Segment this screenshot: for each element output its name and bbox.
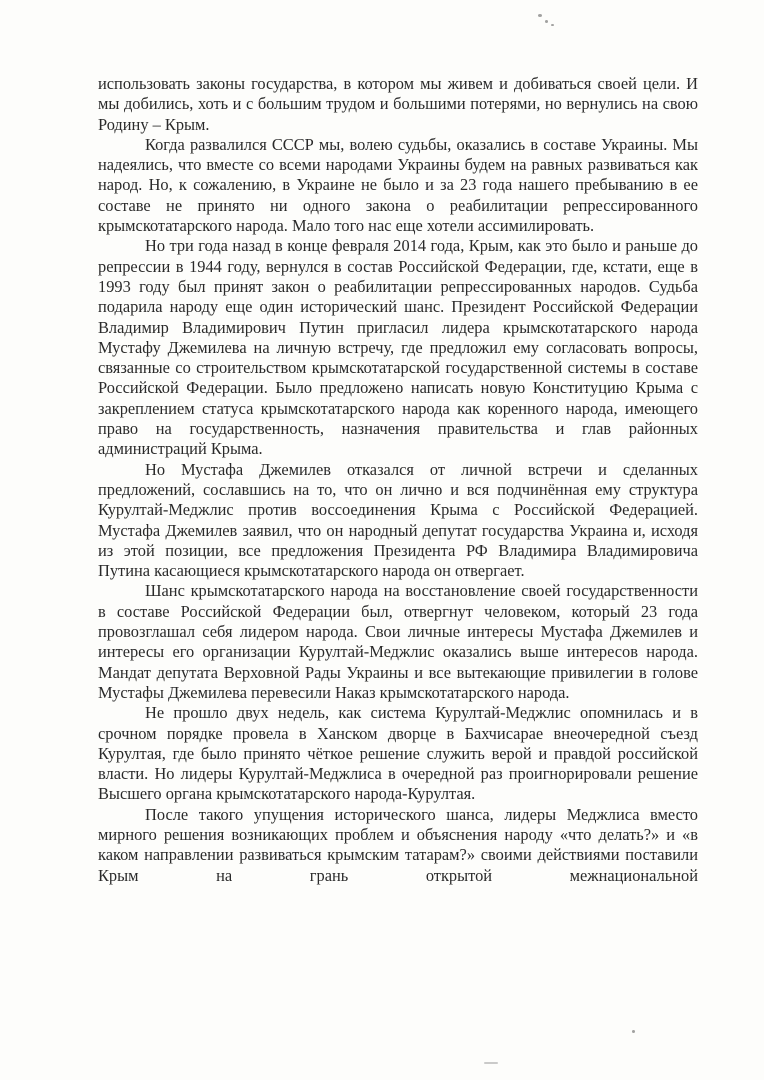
paragraph-5: Шанс крымскотатарского народа на восстановление своей государственности в составе Российской Федерации был, отвергнут человеком, который 23 года провозглашал себя лидером народа. Свои личные интересы Мустафа Джемилев и интересы его организации Курултай-Меджлис оказались выше интересов народа. Мандат депутата Верховной Рады Украины и все вытекающие привилегии в голове Мустафы Джемилева перевесили Наказ крымскотатарского народа. (98, 581, 698, 702)
scan-speck-right (632, 1030, 635, 1033)
document-text (98, 74, 698, 886)
paragraph-3: Но три года назад в конце февраля 2014 года, Крым, как это было и раньше до репрессии в 1944 году, вернулся в состав Российской Федерации, где, кстати, еще в 1993 году был принят закон о реабилитации репрессированных народов. Судьба подарила народу еще один исторический шанс. Президент Российской Федерации Владимир Владимирович Путин пригласил лидера крымскотатарского народа Мустафу Джемилева на личную встречу, где предложил ему согласовать вопросы, связанные со строительством крымскотатарской государственной системы в составе Российской Федерации. Было предложено написать новую Конституцию Крыма с закреплением статуса крымскотатарского народа как коренного народа, имеющего право на государственность, назначения правительства и глав районных администраций Крыма. (98, 236, 698, 459)
scan-speck-top-3 (551, 24, 554, 26)
paragraph-2: Когда развалился СССР мы, волею судьбы, оказались в составе Украины. Мы надеялись, что вместе со всеми народами Украины будем на равных развиваться как народ. Но, к сожалению, в Украине не было и за 23 года нашего пребыванию в ее составе не принято ни одного закона о реабилитации репрессированного крымскотатарского народа. Мало того нас еще хотели ассимилировать. (98, 134, 698, 236)
paragraph-6: Не прошло двух недель, как система Курултай-Меджлис опомнилась и в срочном порядке провела в Ханском дворце в Бахчисарае внеочередной съезд Курултая, где было принято чёткое решение служить верой и правдой российской власти. Но лидеры Курултай-Меджлиса в очередной раз проигнорировали решение Высшего органа крымскотатарского народа-Курултая. (98, 703, 698, 804)
scan-speck-bottom (484, 1062, 498, 1064)
paragraph-1: использовать законы государства, в котором мы живем и добиваться своей цели. И мы добились, хоть и с большим трудом и большими потерями, но вернулись на свою Родину – Крым. (98, 74, 698, 134)
scan-speck-top (538, 14, 542, 17)
paragraph-4: Но Мустафа Джемилев отказался от личной встречи и сделанных предложений, сославшись на то, что он лично и вся подчинённая ему структура Курултай-Меджлис против воссоединения Крыма с Российской Федерацией. Мустафа Джемилев заявил, что он народный депутат государства Украина и, исходя из этой позиции, все предложения Президента РФ Владимира Владимировича Путина касающиеся крымскотатарского народа он отвергает. (98, 459, 698, 581)
paragraph-7: После такого упущения исторического шанса, лидеры Меджлиса вместо мирного решения возникающих проблем и объяснения народу «что делать?» и «в каком направлении развиваться крымским татарам?» своими действиями поставили Крым на грань открытой межнациональной (98, 804, 698, 885)
scan-speck-top-2 (545, 20, 548, 23)
